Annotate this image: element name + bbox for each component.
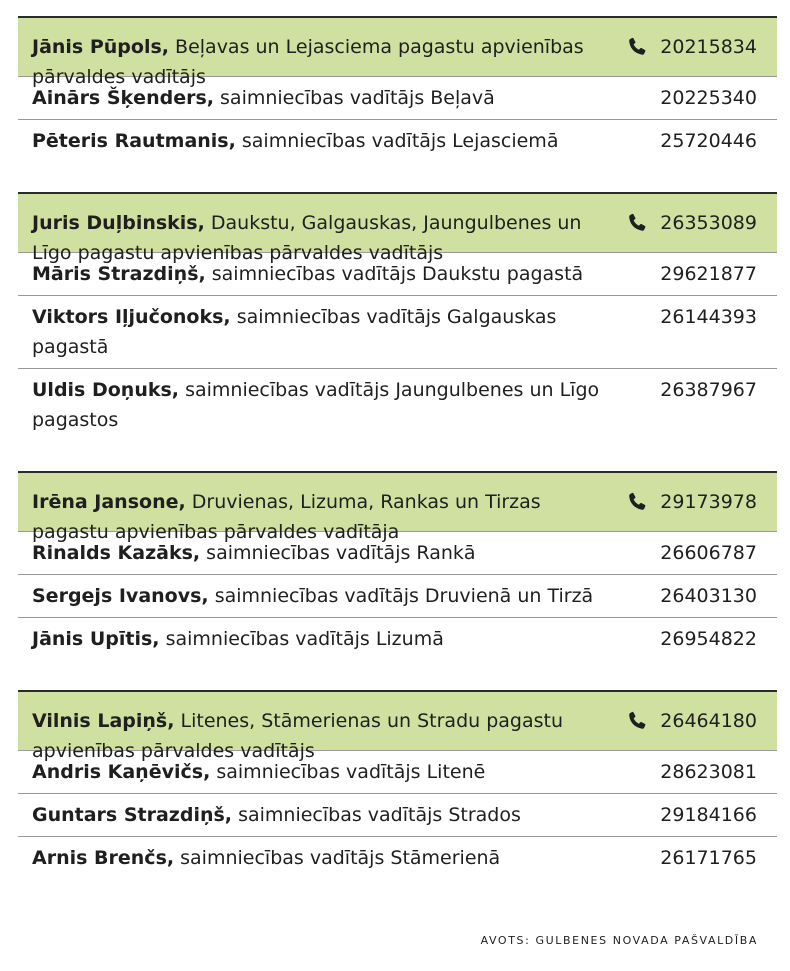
staff-row [18, 617, 777, 660]
staff-role: saimniecības vadītājs Strados [238, 804, 521, 826]
staff-role: saimniecības vadītājs Beļavā [220, 87, 495, 109]
phone-handset-icon [626, 36, 648, 58]
staff-role: saimniecības vadītājs Jaungulbenes un Līgo pagastos [32, 379, 600, 431]
staff-phone: 26606787 [660, 542, 757, 564]
group-header [18, 192, 777, 264]
manager-phone [626, 208, 757, 238]
staff-row [18, 76, 777, 119]
staff-name: Guntars Strazdiņš, [32, 804, 233, 826]
phone-number: 26464180 [660, 710, 757, 732]
phone-number: 29173978 [660, 491, 757, 513]
staff-name: Arnis Brenčs, [32, 847, 175, 869]
group-header [18, 690, 777, 762]
staff-role: saimniecības vadītājs Lejasciemā [241, 130, 559, 152]
manager-name: Jānis Pūpols, [32, 36, 169, 58]
staff-name: Māris Strazdiņš, [32, 263, 206, 285]
manager-phone [626, 32, 757, 62]
staff-role: saimniecības vadītājs Daukstu pagastā [211, 263, 584, 285]
staff-phone: 26403130 [660, 585, 757, 607]
staff-role: saimniecības vadītājs Lizumā [165, 628, 444, 650]
staff-phone: 25720446 [660, 130, 757, 152]
manager-phone [626, 706, 757, 736]
staff-row [18, 793, 777, 836]
source-credit: AVOTS: GULBENES NOVADA PAŠVALDĪBA [480, 934, 758, 947]
staff-row [18, 252, 777, 295]
staff-role: saimniecības vadītājs Rankā [206, 542, 476, 564]
staff-row [18, 574, 777, 617]
staff-name: Uldis Doņuks, [32, 379, 180, 401]
contact-group [18, 192, 777, 471]
staff-row [18, 119, 777, 162]
phone-handset-icon [626, 212, 648, 234]
staff-name: Jānis Upītis, [32, 628, 160, 650]
manager-role: Daukstu, Galgauskas, Jaungulbenes un Līgo pagastu apvienības pārvaldes vadītājs [32, 212, 582, 264]
contact-table [18, 16, 777, 879]
staff-name: Sergejs Ivanovs, [32, 585, 209, 607]
staff-row [18, 368, 777, 441]
contact-group [18, 471, 777, 690]
staff-phone: 29184166 [660, 804, 757, 826]
manager-role: Litenes, Stāmerienas un Stradu pagastu apvienības pārvaldes vadītājs [32, 710, 564, 762]
staff-phone: 26144393 [660, 306, 757, 328]
group-header [18, 471, 777, 543]
staff-role: saimniecības vadītājs Litenē [216, 761, 486, 783]
staff-role: saimniecības vadītājs Galgauskas pagastā [32, 306, 557, 358]
staff-row [18, 531, 777, 574]
staff-row [18, 295, 777, 368]
staff-phone: 26387967 [660, 379, 757, 401]
staff-role: saimniecības vadītājs Stāmerienā [180, 847, 501, 869]
phone-handset-icon [626, 710, 648, 732]
staff-name: Pēteris Rautmanis, [32, 130, 236, 152]
staff-name: Ainārs Šķenders, [32, 87, 214, 109]
staff-phone: 26954822 [660, 628, 757, 650]
group-header [18, 16, 777, 88]
manager-name: Juris Duļbinskis, [32, 212, 205, 234]
contact-group [18, 690, 777, 879]
staff-name: Rinalds Kazāks, [32, 542, 201, 564]
staff-name: Andris Kaņēvičs, [32, 761, 211, 783]
staff-phone: 20225340 [660, 87, 757, 109]
staff-row [18, 750, 777, 793]
manager-name: Irēna Jansone, [32, 491, 186, 513]
staff-phone: 28623081 [660, 761, 757, 783]
manager-name: Vilnis Lapiņš, [32, 710, 175, 732]
staff-row [18, 836, 777, 879]
phone-number: 26353089 [660, 212, 757, 234]
staff-name: Viktors Iļjučonoks, [32, 306, 231, 328]
staff-phone: 26171765 [660, 847, 757, 869]
manager-phone [626, 487, 757, 517]
manager-role: Beļavas un Lejasciema pagastu apvienības pārvaldes vadītājs [32, 36, 584, 88]
staff-phone: 29621877 [660, 263, 757, 285]
phone-number: 20215834 [660, 36, 757, 58]
staff-role: saimniecības vadītājs Druvienā un Tirzā [214, 585, 594, 607]
phone-handset-icon [626, 491, 648, 513]
contact-group [18, 16, 777, 192]
manager-role: Druvienas, Lizuma, Rankas un Tirzas pagastu apvienības pārvaldes vadītāja [32, 491, 541, 543]
